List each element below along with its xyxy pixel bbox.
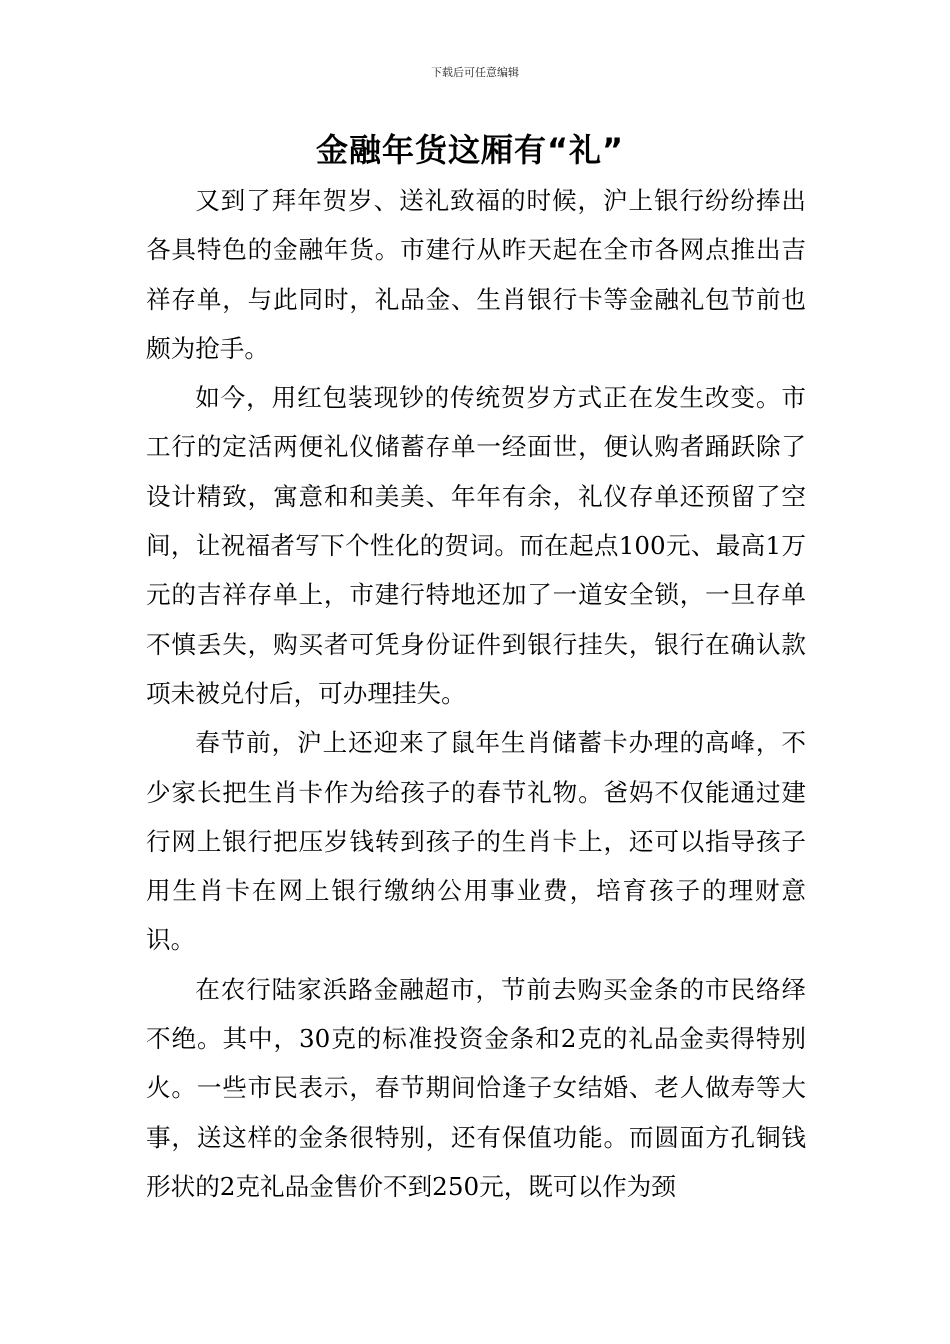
paragraph-2: 如今，用红包装现钞的传统贺岁方式正在发生改变。市工行的定活两便礼仪储蓄存单一经面世，便认购者踊跃除了设计精致，寓意和和美美、年年有余，礼仪存单还预留了空间，让祝福者写下个性化的贺词。而在起点100元、最高1万元的吉祥存单上，市建行特地还加了一道安全锁，一旦存单不慎丢失，购买者可凭身份证件到银行挂失，银行在确认款项未被兑付后，可办理挂失。 bbox=[146, 383, 806, 708]
article-body bbox=[146, 176, 806, 1211]
article-title: 金融年货这厢有“礼” bbox=[315, 131, 625, 169]
header-note: 下载后可任意编辑 bbox=[431, 66, 519, 79]
paragraph-4: 在农行陆家浜路金融超市，节前去购买金条的市民络绎不绝。其中，30克的标准投资金条和2克的礼品金卖得特别火。一些市民表示，春节期间恰逢子女结婚、老人做寿等大事，送这样的金条很特别，还有保值功能。而圆面方孔铜钱形状的2克礼品金售价不到250元，既可以作为颈 bbox=[146, 974, 806, 1201]
paragraph-3: 春节前，沪上还迎来了鼠年生肖储蓄卡办理的高峰，不少家长把生肖卡作为给孩子的春节礼物。爸妈不仅能通过建行网上银行把压岁钱转到孩子的生肖卡上，还可以指导孩子用生肖卡在网上银行缴纳公用事业费，培育孩子的理财意识。 bbox=[146, 728, 806, 955]
paragraph-1: 又到了拜年贺岁、送礼致福的时候，沪上银行纷纷捧出各具特色的金融年货。市建行从昨天起在全市各网点推出吉祥存单，与此同时，礼品金、生肖银行卡等金融礼包节前也颇为抢手。 bbox=[146, 186, 806, 363]
